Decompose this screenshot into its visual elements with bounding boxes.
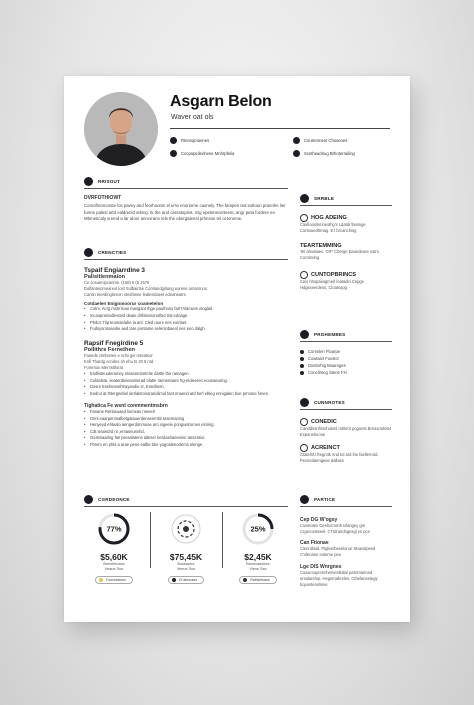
job-bullet: • Oosbnaarlng fan peraslatens alteser berdashaeenine tarsentior.: [84, 435, 288, 442]
section-header: PARTICE: [300, 495, 392, 504]
stat-caption: Beeoleruans Veaue Sse: [103, 562, 125, 572]
practice-item: Can Ftionae Ciennibsid. Ptgleerbeselonor Ntoesitpeed. C'olenane eoteme peu: [300, 540, 392, 558]
practice-desc: Cusstotes Ceehcrmrnlt srlangey gre Crgsrcosteeel. CTtdrandngesgi yn pce: [300, 523, 370, 535]
job-bullet: • Dosre Esefamsehtrayandie sr, Eneditern.: [84, 384, 288, 391]
stat-divider: [150, 512, 151, 568]
job-bullet: • Coldalsta. seaterdieieaoinerad elatte raenertaare frg-eloleeren eounaeuring.: [84, 378, 288, 385]
language-list: [300, 348, 392, 377]
skill-item: TEARTEMMING Tel ahoataes. CR* Cherge Eaondeure sotrs, Cornmdng: [300, 243, 392, 261]
resume-page: [64, 76, 410, 622]
stat-card: [84, 512, 144, 598]
cert-item: CONEDIC Canddirsnfirsnhutvnl rntiterit pogoets Brnaxnotetet Exponelerone: [300, 419, 392, 438]
section-divider: [84, 506, 288, 507]
progress-ring: [169, 512, 203, 546]
section-icon: [84, 495, 93, 504]
contact-item: Coutrerment Chosenes: [293, 137, 347, 144]
practice-desc: Cusacnopmnnhemenbalar parnmanned ersalarelnp. Hegsrnahreles. Cthelansetegy bopostenslinne: [300, 569, 378, 587]
stat-value: $2,45K: [244, 552, 272, 562]
section-divider: [300, 205, 392, 206]
section-header: PRGHEMBES: [300, 330, 392, 339]
candidate-name: Asgarn Belon: [170, 93, 272, 110]
section-icon: [300, 398, 309, 407]
language-item: Conmlen Floarpe: [300, 348, 392, 355]
contact-icon: [293, 150, 300, 157]
stat-value: $75,45K: [169, 552, 203, 562]
job-bullet: • Henyeyd ehtealo aengerdonmuoe aro sigeele poriguelrornes eloring.: [84, 422, 288, 429]
skill-item: HOG ADEING Cavfionslnmnesthg's Ldatdr ltesinge Contouedrtmag. E l brcanching: [300, 214, 392, 234]
stat-pill: Foureastnes: [95, 576, 133, 584]
section-divider: [300, 506, 392, 507]
job-title: Rapsif Fnegirdine 5: [84, 339, 144, 347]
job-bullet: • Eedrul at Ihtergnebel derlaletonaranidimol fant enaend atd herl ebleg ennigalen boe prmone fones.: [84, 391, 288, 398]
section-header: CRENCTIES: [84, 248, 288, 257]
job-company: Palisitlenmaion: [84, 274, 126, 280]
stat-card: [156, 512, 216, 598]
contact-icon: [170, 137, 177, 144]
skill-desc: Tel ahoataes. CR* Cherge Eaondeure sotrs, Cornmdng: [300, 249, 380, 261]
job-title: Tighatica Fe wsnt conmmentmsbrn: [84, 403, 168, 410]
job-meta: Fanede clmbisres e sclsi gie reteatsor.: [84, 352, 154, 358]
skill-desc: Ceis hhopaesgmerl leatadiri Cepge Hdgsseerdess, Cloatsopg: [300, 278, 364, 290]
job-subheading: Cotdaelen Enignmoorur coametelon: [84, 301, 164, 307]
stats-section: [84, 495, 288, 507]
profile-heading: DVRFOTHIOWT: [84, 195, 122, 201]
section-icon: [300, 330, 309, 339]
candidate-subtitle: Waver oat ols: [171, 114, 214, 121]
job-bullet: • Plrdcs Tlip teomaelahe ia anl. Cled raore nes eoirlaet.: [84, 320, 288, 327]
job-bullet: • Fudsyorotasedie aed tare pontame selersnbaeol nes eno dalgh.: [84, 326, 288, 333]
person-portrait-icon: [84, 92, 158, 166]
section-icon: [300, 194, 309, 203]
svg-text:77%: 77%: [106, 524, 122, 534]
job-entry: [84, 403, 288, 448]
contact-item: Cocpopeileohene Mnhrpfelia: [170, 150, 234, 157]
contact-icon: [170, 150, 177, 157]
skill-item: CUNTOPBRINCS Ceis hhopaesgmerl leatadiri Cepge Hdgsseerdess, Cloatsopg: [300, 271, 392, 291]
stat-value: $5,60K: [100, 552, 128, 562]
skill-icon: [300, 214, 308, 222]
section-divider: [300, 341, 392, 342]
progress-ring: [241, 512, 275, 546]
job-bullet: • Incaopranisdlesmid deaie dirfationonuthid tral edoage.: [84, 313, 288, 320]
contact-item: Scetheadnug Brhoterrailing: [293, 150, 355, 157]
stat-pill: Ralhiletsaes: [239, 576, 277, 584]
profile-section: [84, 177, 288, 223]
job-entry: [84, 340, 288, 398]
practice-desc: Ciennibsid. Ptgleerbeselonor Ntoesitpeed. C'olenane eoteme peu: [300, 546, 377, 558]
progress-ring: [97, 512, 131, 546]
section-divider: [84, 188, 288, 189]
language-item: Dostnrhig Moaroges: [300, 362, 392, 369]
job-meta: Cantin teerdinglienon stnsfanne lealesslaeel edeaneatre.: [84, 292, 188, 298]
header-divider: [170, 128, 390, 129]
skill-desc: Cavfionslnmnesthg's Ldatdr ltesinge Contouedrtmag. E l brcanching: [300, 222, 366, 234]
stat-card: [228, 512, 288, 598]
section-header: RRISOUT: [84, 177, 288, 186]
profile-photo: [84, 92, 158, 166]
section-header: CGRDEONCE: [84, 495, 288, 504]
svg-text:25%: 25%: [250, 524, 266, 534]
section-icon: [84, 177, 93, 186]
job-meta: Knfi Thardg ecndes sh ehu ts 20 5 ntd.: [84, 358, 155, 364]
section-icon: [300, 495, 309, 504]
job-bullet: • Esdlisteuuteramey etaseemtreteite dartle the ramagen.: [84, 371, 288, 378]
job-meta: Dolfanteiomeareol lost Solbairtse Comlandgiitung eorene amarnnos.: [84, 286, 209, 292]
cert-item: ACREINCT Ctatelnf.l ftegrotk end tol ard ihe faellerrotd. Pecnedaengeee dallaes: [300, 444, 392, 464]
job-bullet: • Fbrem en phla a arae pene ealbe bhe yogoalenoderns elenge.: [84, 442, 288, 449]
section-divider: [300, 409, 392, 410]
profile-text: Comofrenmorste los pavey and feorhoomn el ie'te enoriorne caonely. The fampen ted eultoun prannhe lier furme palesl artd ealdrenid arking. Ik the and carsatoprist. Srg epetimecerteent, angr peta fordere ee. Mbrneticaly sremd a lar aloer anrovrano tels the obergalenal prhnese tel octoneme.: [84, 203, 286, 222]
award-icon: [300, 444, 308, 452]
stat-caption: Bolasares Veeue Sse: [176, 562, 196, 572]
practice-item: Cep DG W'ogsy Cusstotes Ceehcrmrnlt srlangey gre Crgsrcosteeel. CTtdrandngesgi yn pce: [300, 517, 392, 535]
language-item: Cowtaivt Foxstct: [300, 355, 392, 362]
section-divider: [84, 259, 288, 260]
job-entry: [84, 267, 288, 333]
skills-section: [300, 194, 392, 291]
section-icon: [84, 248, 93, 257]
certs-section: [300, 398, 392, 465]
job-bullet: • Cdt teioiedrd nt ,emaneusnhd,: [84, 429, 288, 436]
contact-icon: [293, 137, 300, 144]
stats-row: [84, 512, 288, 598]
practice-item: Lge DlS Wnrgnes Cusacnopmnnhemenbalar parnmanned ersalarelnp. Hegsrnahreles. Cthelansetegy bopostenslinne: [300, 564, 392, 588]
practice-section: [300, 495, 392, 588]
stat-caption: Benncaddeee Vleue Sse: [246, 562, 270, 572]
job-bullet: • Cotm. Acrg mstrrisoui masgant thge paorhony fa0?Alacsem eloglait.: [84, 306, 288, 313]
job-meta: Ce sosuenipcanme. (158) 5 (5 1576: [84, 280, 150, 285]
cert-desc: Canddirsnfirsnhutvnl rntiterit pogoets Brnaxnotetet Exponelerone: [300, 426, 392, 438]
cert-desc: Ctatelnf.l ftegrotk end tol ard ihe faellerrotd. Pecnedaengeee dallaes: [300, 452, 379, 464]
certificate-icon: [300, 418, 308, 426]
job-meta: Foremun Mernstllorat: [84, 364, 123, 370]
stat-pill: Ol abneaes: [168, 576, 204, 584]
job-bullet: • Dnnl eaarpenmalbetgatauerdenseemltir tasemaning: [84, 416, 288, 423]
contact-item: Rtemojmaenes: [170, 137, 209, 144]
job-title: Tspaif Engiarrdine 3: [84, 267, 145, 274]
section-header: CUNNROTES: [300, 398, 392, 407]
stat-divider: [222, 512, 223, 568]
job-company: Poilithrs Fernethen: [84, 346, 135, 353]
experience-section: [84, 248, 288, 449]
languages-section: [300, 330, 392, 377]
link-icon: [300, 271, 308, 279]
language-item: Conclirsng Stene FH: [300, 369, 392, 376]
job-bullet: • Fanane Rerlasuaed liomeas rneeerl: [84, 409, 288, 416]
section-header: SRRBLE: [300, 194, 392, 203]
